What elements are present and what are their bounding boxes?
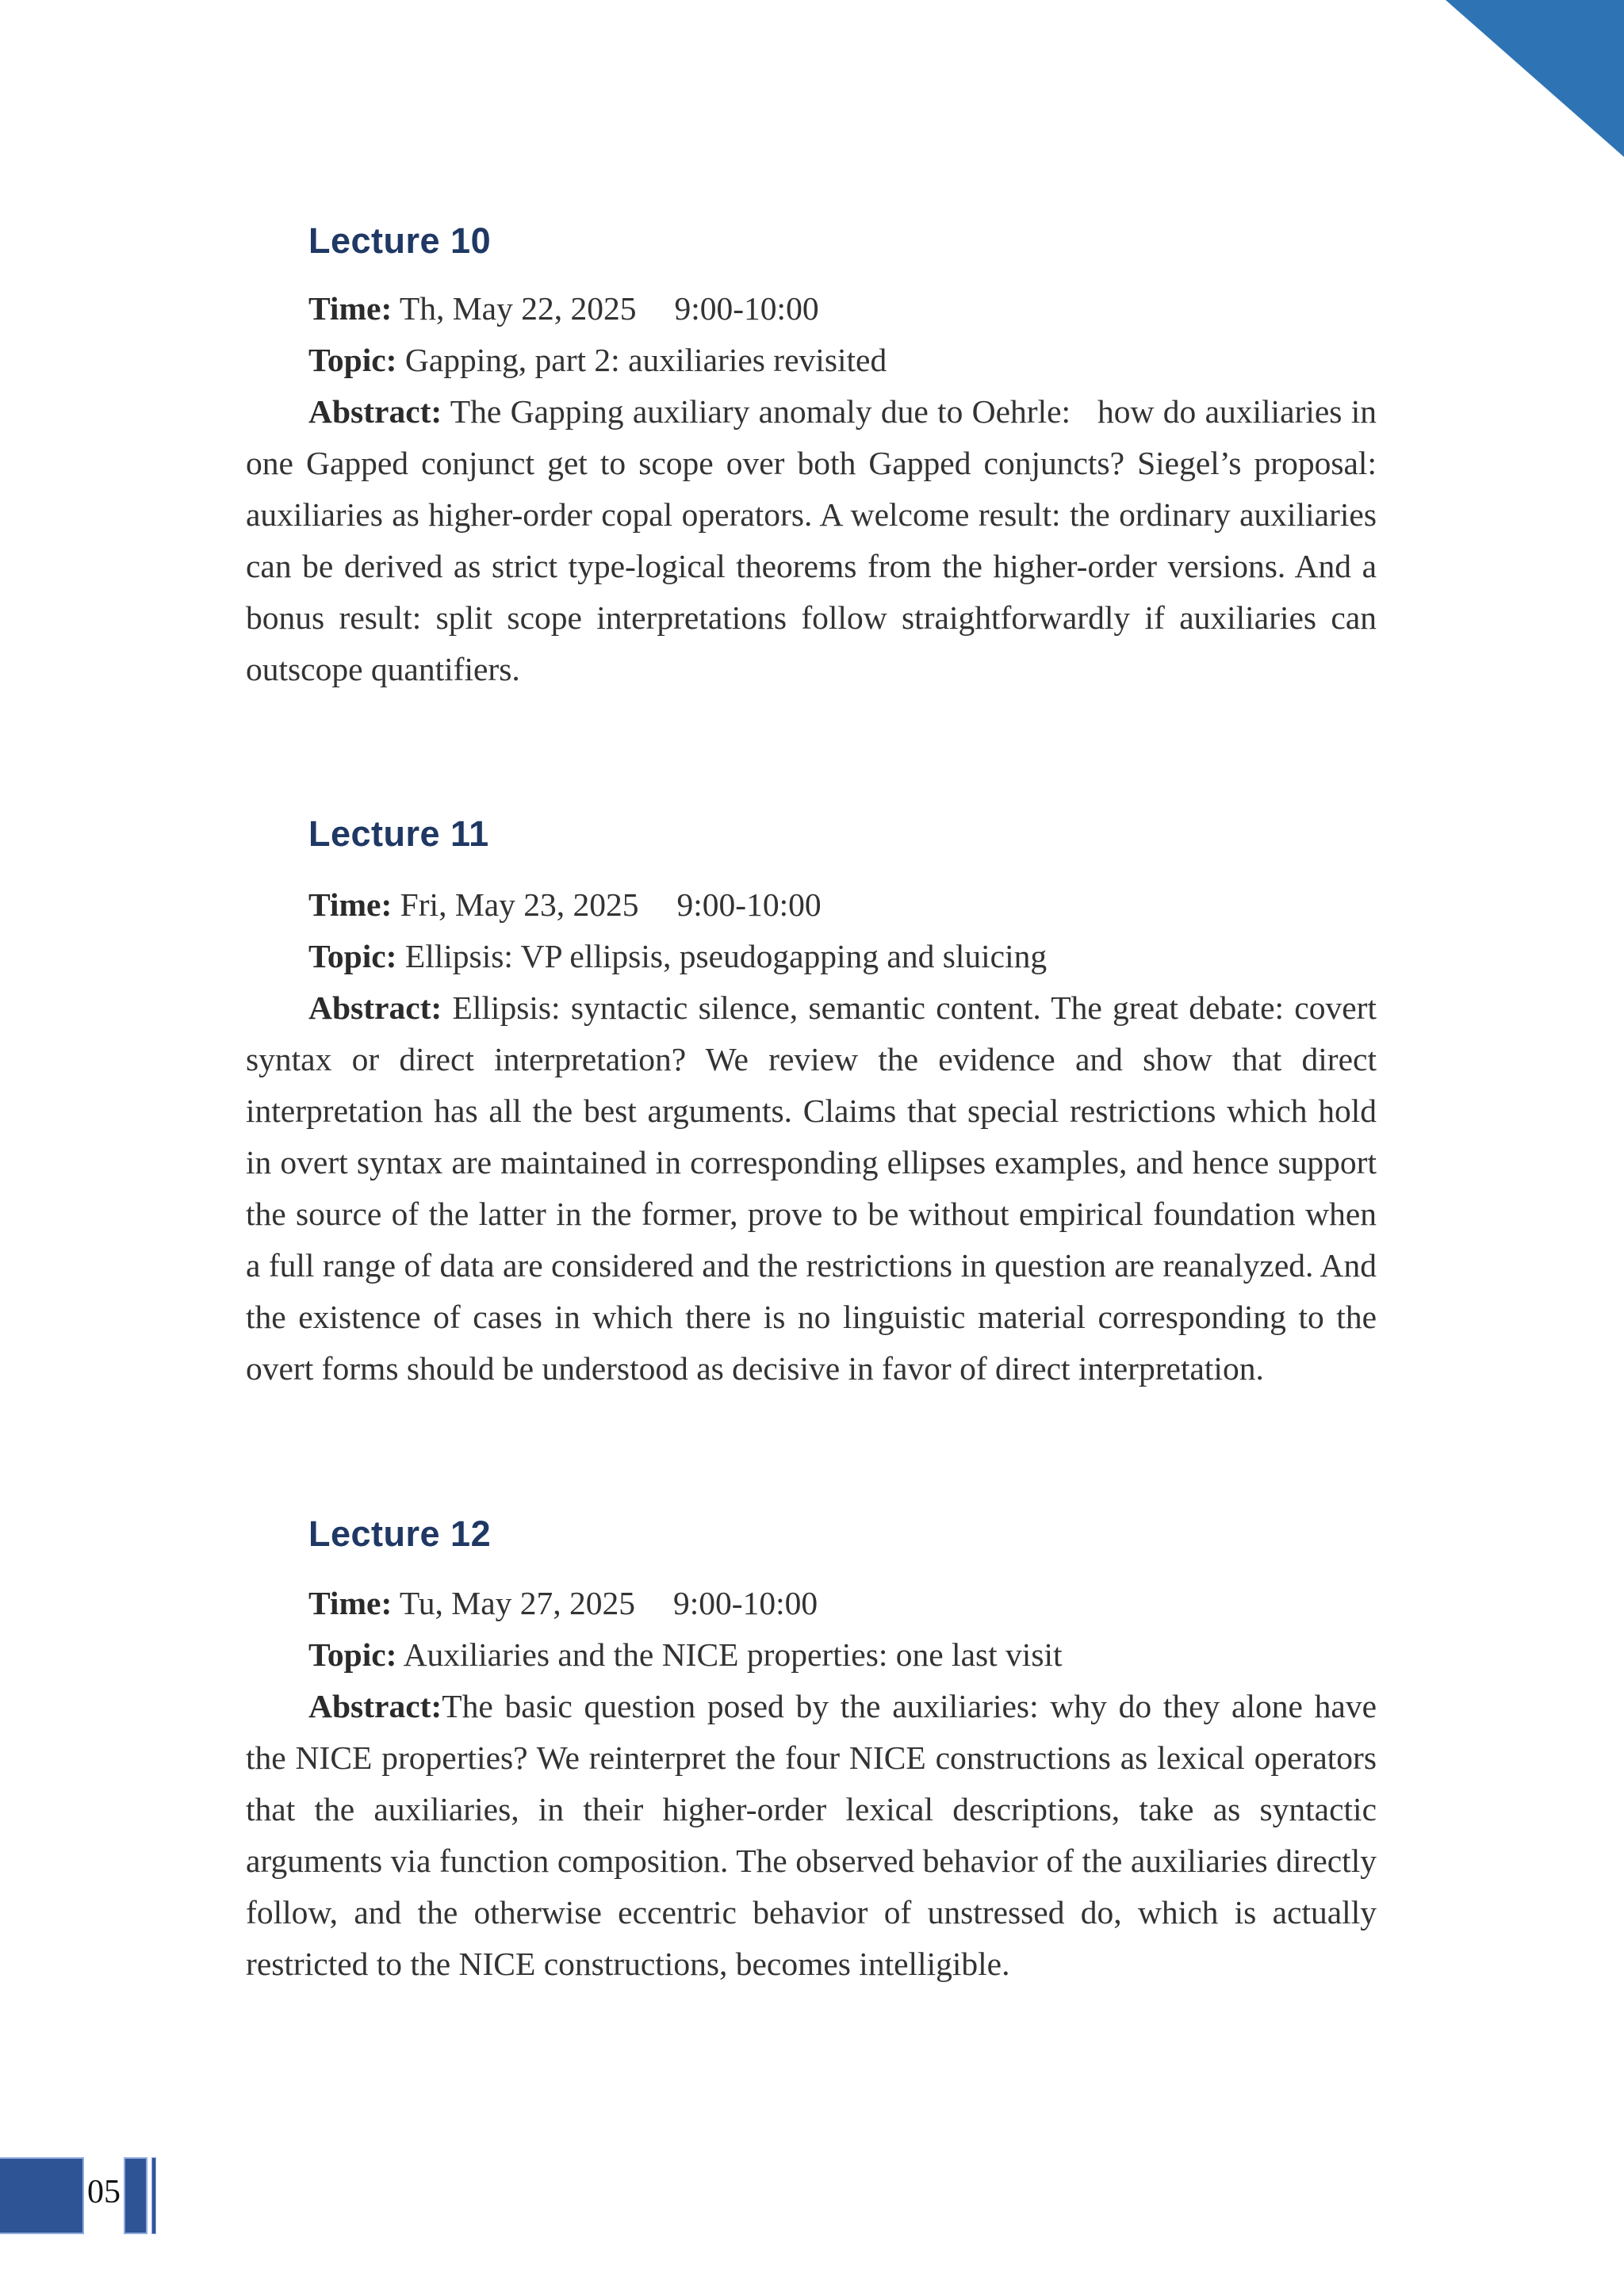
lecture-title: Lecture 10: [308, 220, 492, 261]
lecture-title: Lecture 11: [308, 813, 489, 854]
topic-label: Topic:: [308, 1636, 397, 1673]
topic-text: Ellipsis: VP ellipsis, pseudogapping and sluicing: [396, 938, 1048, 974]
lecture-abstract: [246, 386, 1377, 695]
corner-accent-triangle: [1446, 0, 1624, 157]
lecture-title: Lecture 12: [308, 1513, 492, 1554]
topic-text: Auxiliaries and the NICE properties: one last visit: [396, 1636, 1063, 1673]
lecture-list: [246, 0, 1377, 1990]
time-range: 9:00-10:00: [676, 886, 822, 923]
lecture-topic-line: [246, 1629, 1377, 1681]
lecture-time-line: [246, 879, 1377, 931]
time-date: Th, May 22, 2025: [392, 290, 637, 327]
lecture-section-11: [246, 813, 1377, 1395]
topic-label: Topic:: [308, 342, 397, 378]
time-date: Fri, May 23, 2025: [392, 886, 639, 923]
footer-accent-block: [0, 2157, 84, 2234]
lecture-section-12: [246, 1513, 1377, 1990]
footer-accent-bar: [124, 2157, 147, 2234]
lecture-time-line: [246, 1578, 1377, 1629]
topic-text: Gapping, part 2: auxiliaries revisited: [396, 342, 887, 378]
time-range: 9:00-10:00: [674, 290, 819, 327]
time-label: Time:: [308, 1585, 393, 1621]
lecture-abstract: [246, 982, 1377, 1395]
abstract-label: Abstract:: [308, 1688, 442, 1724]
time-date: Tu, May 27, 2025: [392, 1585, 635, 1621]
abstract-label: Abstract:: [308, 393, 442, 430]
time-range: 9:00-10:00: [673, 1585, 818, 1621]
abstract-text: Ellipsis: syntactic silence, semantic content. The great debate: covert syntax or direct interpretation? We review the evidence and show that direct interpretation has all the best arguments. Claims that special restrictions which hold in overt syntax are maintained in corresponding ellipses examples, and hence support the source of the latter in the former, prove to be without empirical foundation when a full range of data are considered and the restrictions in question are reanalyzed. And the existence of cases in which there is no linguistic material corresponding to the overt forms should be understood as decisive in favor of direct interpretation.: [246, 989, 1377, 1387]
topic-label: Topic:: [308, 938, 397, 974]
abstract-text: The Gapping auxiliary anomaly due to Oehrle: how do auxiliaries in one Gapped conjunct get to scope over both Gapped conjuncts? Siegel’s proposal: auxiliaries as higher-order copal operators. A welcome result: the ordinary auxiliaries can be derived as strict type-logical theorems from the higher-order versions. And a bonus result: split scope interpretations follow straightforwardly if auxiliaries can outscope quantifiers.: [246, 393, 1377, 687]
lecture-topic-line: [246, 335, 1377, 386]
footer-accent-bar-thin: [151, 2157, 156, 2234]
lecture-time-line: [246, 283, 1377, 335]
time-label: Time:: [308, 290, 393, 327]
time-label: Time:: [308, 886, 393, 923]
lecture-abstract: [246, 1681, 1377, 1990]
abstract-text: The basic question posed by the auxiliaries: why do they alone have the NICE properties? We reinterpret the four NICE constructions as lexical operators that the auxiliaries, in their higher-order lexical descriptions, take as syntactic arguments via function composition. The observed behavior of the auxiliaries directly follow, and the otherwise eccentric behavior of unstressed do, which is actually restricted to the NICE constructions, becomes intelligible.: [246, 1688, 1377, 1982]
lecture-section-10: [246, 220, 1377, 695]
abstract-label: Abstract:: [308, 989, 442, 1026]
page-number: 05: [87, 2174, 121, 2210]
lecture-topic-line: [246, 931, 1377, 982]
